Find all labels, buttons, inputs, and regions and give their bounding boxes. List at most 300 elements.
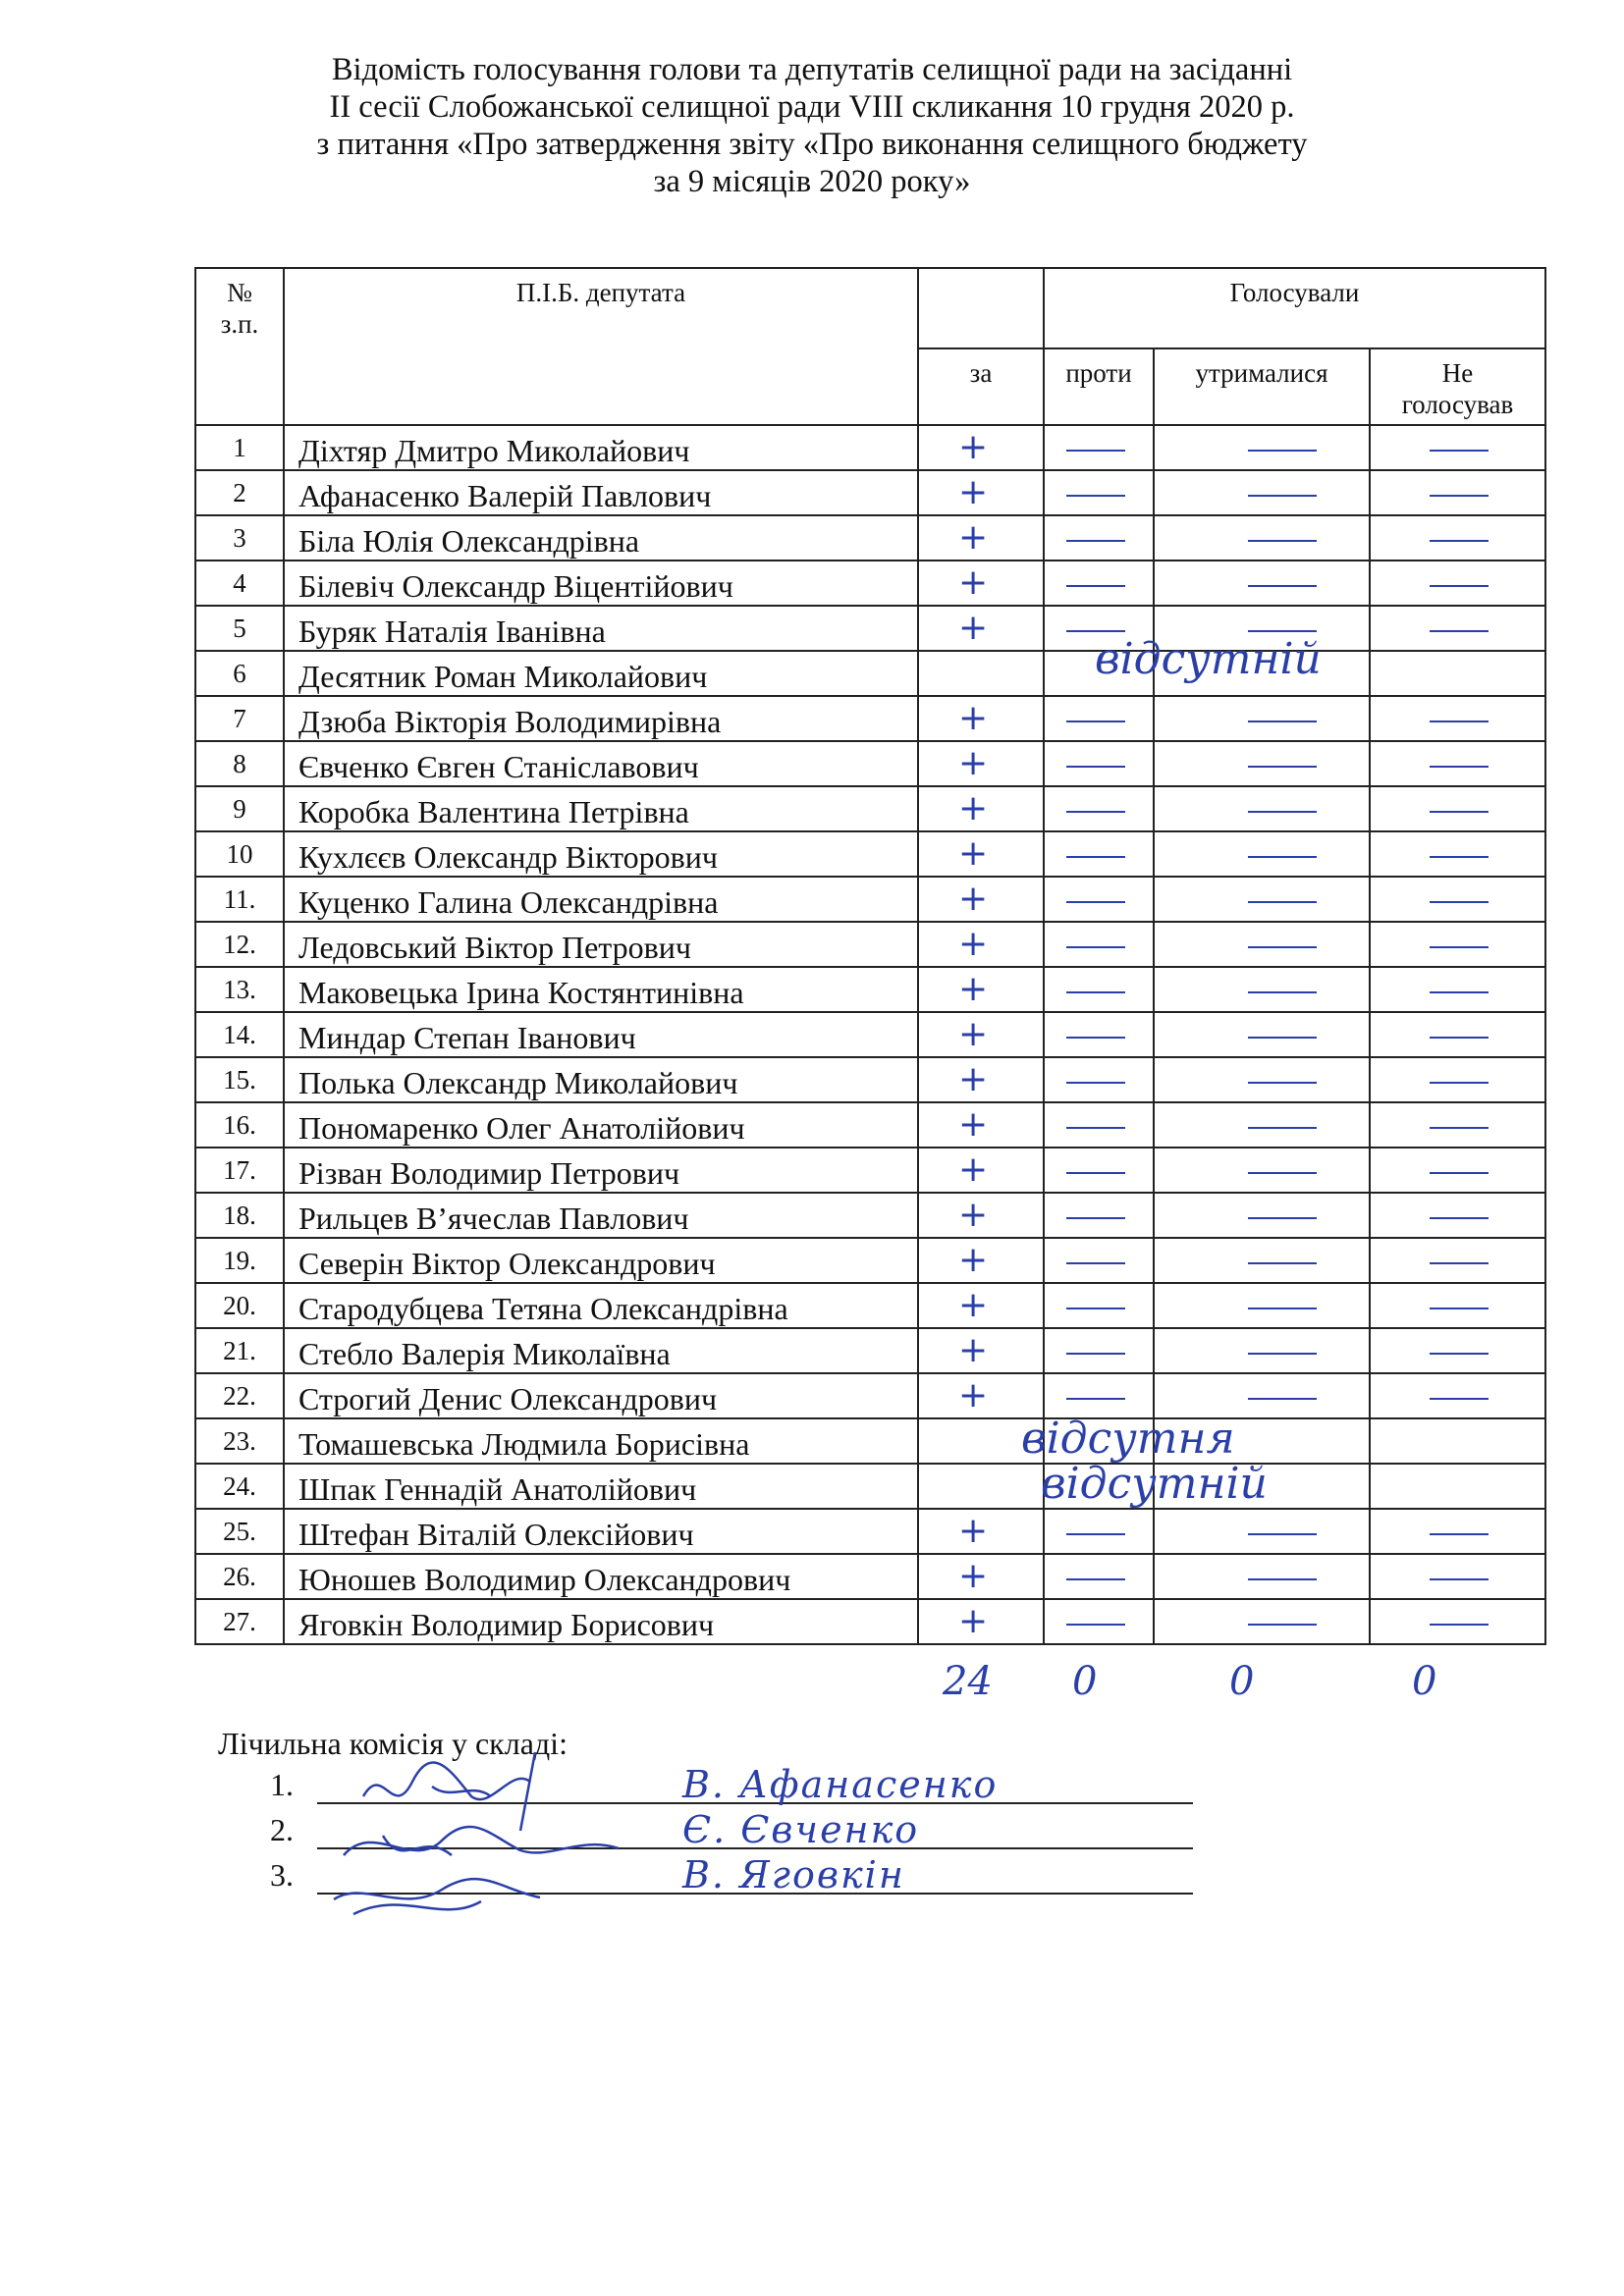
table-row xyxy=(195,1102,1545,1148)
against-cell xyxy=(1044,425,1154,470)
for-mark: + xyxy=(958,1330,989,1370)
dash-mark xyxy=(1066,585,1125,587)
against-cell xyxy=(1044,1012,1154,1057)
title-line-4: за 9 місяців 2020 року» xyxy=(653,164,971,199)
dash-mark xyxy=(1066,1037,1125,1039)
dash-mark xyxy=(1430,540,1489,542)
dash-mark xyxy=(1066,946,1125,948)
dash-mark xyxy=(1248,1398,1317,1400)
dash-mark xyxy=(1248,540,1317,542)
not-voted-cell xyxy=(1370,922,1545,967)
for-cell xyxy=(918,1373,1044,1418)
deputy-name: Куценко Галина Олександрівна xyxy=(284,877,918,922)
for-cell xyxy=(918,1464,1044,1509)
row-number: 17. xyxy=(195,1148,284,1193)
dash-mark xyxy=(1066,1398,1125,1400)
dash-mark xyxy=(1248,1127,1317,1129)
dash-mark xyxy=(1430,585,1489,587)
deputy-name: Северін Віктор Олександрович xyxy=(284,1238,918,1283)
dash-mark xyxy=(1430,1127,1489,1129)
against-cell xyxy=(1044,786,1154,831)
for-cell xyxy=(918,1238,1044,1283)
table-row xyxy=(195,922,1545,967)
total-for: 24 xyxy=(943,1659,993,1704)
table-row xyxy=(195,1328,1545,1373)
dash-mark xyxy=(1248,1217,1317,1219)
for-cell xyxy=(918,1328,1044,1373)
not-voted-cell xyxy=(1370,1148,1545,1193)
dash-mark xyxy=(1248,856,1317,858)
for-mark: + xyxy=(958,1285,989,1325)
against-cell xyxy=(1044,1509,1154,1554)
dash-mark xyxy=(1066,630,1125,632)
deputy-name: Яговкін Володимир Борисович xyxy=(284,1599,918,1644)
table-row xyxy=(195,425,1545,470)
table-row xyxy=(195,1148,1545,1193)
dash-mark xyxy=(1066,1172,1125,1174)
deputy-name: Юношев Володимир Олександрович xyxy=(284,1554,918,1599)
not-voted-cell xyxy=(1370,470,1545,515)
deputy-name: Рильцев В’ячеслав Павлович xyxy=(284,1193,918,1238)
dash-mark xyxy=(1248,1578,1317,1580)
dash-mark xyxy=(1066,1308,1125,1309)
for-mark: + xyxy=(958,1511,989,1551)
for-cell xyxy=(918,651,1044,696)
against-cell xyxy=(1044,470,1154,515)
dash-mark xyxy=(1430,1353,1489,1355)
not-voted-cell xyxy=(1370,1599,1545,1644)
row-number: 2 xyxy=(195,470,284,515)
not-voted-cell xyxy=(1370,1283,1545,1328)
for-cell xyxy=(918,515,1044,561)
signature-scribbles xyxy=(324,1742,697,1929)
against-cell xyxy=(1044,831,1154,877)
row-number: 4 xyxy=(195,561,284,606)
not-voted-cell xyxy=(1370,1193,1545,1238)
for-mark: + xyxy=(958,472,989,512)
not-voted-cell xyxy=(1370,561,1545,606)
row-number: 24. xyxy=(195,1464,284,1509)
dash-mark xyxy=(1248,721,1317,722)
deputy-name: Білевіч Олександр Віцентійович xyxy=(284,561,918,606)
row-number: 16. xyxy=(195,1102,284,1148)
signature-2 xyxy=(344,1827,619,1855)
deputy-name: Різван Володимир Петрович xyxy=(284,1148,918,1193)
member-name: В. Яговкін xyxy=(682,1853,905,1896)
deputy-name: Миндар Степан Іванович xyxy=(284,1012,918,1057)
for-cell xyxy=(918,786,1044,831)
for-mark: + xyxy=(958,879,989,919)
dash-mark xyxy=(1248,946,1317,948)
for-cell xyxy=(918,877,1044,922)
not-voted-cell xyxy=(1370,425,1545,470)
row-number: 18. xyxy=(195,1193,284,1238)
not-voted-cell xyxy=(1370,967,1545,1012)
row-number: 8 xyxy=(195,741,284,786)
table-row xyxy=(195,741,1545,786)
against-cell xyxy=(1044,1283,1154,1328)
dash-mark xyxy=(1430,856,1489,858)
for-cell xyxy=(918,1102,1044,1148)
dash-mark xyxy=(1066,901,1125,903)
deputy-name: Євченко Євген Станіславович xyxy=(284,741,918,786)
dash-mark xyxy=(1066,1533,1125,1535)
row-number: 22. xyxy=(195,1373,284,1418)
abstained-cell xyxy=(1154,1283,1370,1328)
dash-mark xyxy=(1066,1217,1125,1219)
dash-mark xyxy=(1248,1262,1317,1264)
for-mark: + xyxy=(958,562,989,603)
not-voted-cell xyxy=(1370,1373,1545,1418)
row-number: 25. xyxy=(195,1509,284,1554)
signature-1 xyxy=(363,1752,535,1831)
for-cell xyxy=(918,425,1044,470)
not-voted-cell xyxy=(1370,741,1545,786)
for-mark: + xyxy=(958,1149,989,1190)
dash-mark xyxy=(1430,991,1489,993)
against-cell xyxy=(1044,1057,1154,1102)
for-cell xyxy=(918,1012,1044,1057)
deputy-name: Десятник Роман Миколайович xyxy=(284,651,918,696)
against-cell xyxy=(1044,561,1154,606)
dash-mark xyxy=(1248,1624,1317,1626)
abstained-cell xyxy=(1154,741,1370,786)
for-cell xyxy=(918,922,1044,967)
member-name: В. Афанасенко xyxy=(682,1763,999,1806)
for-mark: + xyxy=(958,969,989,1009)
header-for: за xyxy=(918,348,1044,425)
table-row xyxy=(195,696,1545,741)
abstained-cell xyxy=(1154,1193,1370,1238)
table-row xyxy=(195,1057,1545,1102)
for-mark: + xyxy=(958,1601,989,1641)
dash-mark xyxy=(1248,585,1317,587)
for-cell xyxy=(918,1148,1044,1193)
abstained-cell xyxy=(1154,1599,1370,1644)
deputy-name: Кухлєєв Олександр Вікторович xyxy=(284,831,918,877)
header-not-voted: Не голосував xyxy=(1370,348,1545,425)
deputy-name: Строгий Денис Олександрович xyxy=(284,1373,918,1418)
for-cell xyxy=(918,1193,1044,1238)
table-row xyxy=(195,831,1545,877)
row-number: 5 xyxy=(195,606,284,651)
dash-mark xyxy=(1248,991,1317,993)
not-voted-cell xyxy=(1370,606,1545,651)
for-cell xyxy=(918,1283,1044,1328)
against-cell xyxy=(1044,1148,1154,1193)
header-abstained: утрималися xyxy=(1154,348,1370,425)
dash-mark xyxy=(1430,1217,1489,1219)
table-body xyxy=(195,425,1545,1644)
deputy-name: Біла Юлія Олександрівна xyxy=(284,515,918,561)
dash-mark xyxy=(1066,1082,1125,1084)
for-cell xyxy=(918,831,1044,877)
for-cell xyxy=(918,1599,1044,1644)
for-mark: + xyxy=(958,698,989,738)
table-row xyxy=(195,561,1545,606)
dash-mark xyxy=(1248,1172,1317,1174)
row-number: 6 xyxy=(195,651,284,696)
abstained-cell xyxy=(1154,1238,1370,1283)
dash-mark xyxy=(1430,721,1489,722)
table-row xyxy=(195,1193,1545,1238)
dash-mark xyxy=(1430,1578,1489,1580)
dash-mark xyxy=(1066,495,1125,497)
row-number: 12. xyxy=(195,922,284,967)
table-row xyxy=(195,606,1545,651)
abstained-cell xyxy=(1154,967,1370,1012)
member-number: 3. xyxy=(270,1857,294,1893)
row-number: 13. xyxy=(195,967,284,1012)
abstained-cell xyxy=(1154,470,1370,515)
not-voted-cell xyxy=(1370,831,1545,877)
total-against: 0 xyxy=(1072,1659,1098,1704)
title-line-1: Відомість голосування голови та депутатів селищної ради на засіданні xyxy=(331,52,1293,87)
row-number: 27. xyxy=(195,1599,284,1644)
table-row xyxy=(195,515,1545,561)
abstained-cell xyxy=(1154,561,1370,606)
against-cell xyxy=(1044,1599,1154,1644)
abstained-cell xyxy=(1154,1373,1370,1418)
for-mark: + xyxy=(958,1375,989,1415)
for-mark: + xyxy=(958,1104,989,1145)
header-blank xyxy=(918,268,1044,348)
not-voted-cell xyxy=(1370,877,1545,922)
abstained-cell xyxy=(1154,1102,1370,1148)
deputy-name: Буряк Наталія Іванівна xyxy=(284,606,918,651)
table-row xyxy=(195,1554,1545,1599)
absent-note-row-23: відсутня xyxy=(1021,1414,1235,1464)
member-name: Є. Євченко xyxy=(682,1808,920,1851)
row-number: 11. xyxy=(195,877,284,922)
for-mark: + xyxy=(958,608,989,648)
table-row xyxy=(195,1509,1545,1554)
abstained-cell xyxy=(1154,696,1370,741)
row-number: 15. xyxy=(195,1057,284,1102)
dash-mark xyxy=(1430,811,1489,813)
header-name: П.І.Б. депутата xyxy=(284,268,918,425)
not-voted-cell xyxy=(1370,1418,1545,1464)
against-cell xyxy=(1044,515,1154,561)
dash-mark xyxy=(1248,1082,1317,1084)
header-number: № з.п. xyxy=(195,268,284,425)
dash-mark xyxy=(1248,811,1317,813)
dash-mark xyxy=(1430,1308,1489,1309)
dash-mark xyxy=(1066,1624,1125,1626)
row-number: 19. xyxy=(195,1238,284,1283)
total-abstained: 0 xyxy=(1229,1659,1255,1704)
deputy-name: Маковецька Ірина Костянтинівна xyxy=(284,967,918,1012)
row-number: 10 xyxy=(195,831,284,877)
abstained-cell xyxy=(1154,831,1370,877)
deputy-name: Томашевська Людмила Борисівна xyxy=(284,1418,918,1464)
against-cell xyxy=(1044,967,1154,1012)
for-cell xyxy=(918,741,1044,786)
dash-mark xyxy=(1248,495,1317,497)
table-row xyxy=(195,1238,1545,1283)
not-voted-cell xyxy=(1370,1328,1545,1373)
row-number: 23. xyxy=(195,1418,284,1464)
not-voted-cell xyxy=(1370,515,1545,561)
member-number: 1. xyxy=(270,1767,294,1802)
row-number: 1 xyxy=(195,425,284,470)
for-cell xyxy=(918,1509,1044,1554)
not-voted-cell xyxy=(1370,1554,1545,1599)
against-cell xyxy=(1044,741,1154,786)
for-cell xyxy=(918,470,1044,515)
dash-mark xyxy=(1430,630,1489,632)
dash-mark xyxy=(1430,450,1489,452)
abstained-cell xyxy=(1154,1057,1370,1102)
against-cell xyxy=(1044,1554,1154,1599)
dash-mark xyxy=(1066,1127,1125,1129)
abstained-cell xyxy=(1154,877,1370,922)
dash-mark xyxy=(1430,766,1489,768)
total-not-voted: 0 xyxy=(1412,1659,1437,1704)
for-mark: + xyxy=(958,1059,989,1099)
dash-mark xyxy=(1066,1578,1125,1580)
not-voted-cell xyxy=(1370,1509,1545,1554)
for-cell xyxy=(918,1057,1044,1102)
dash-mark xyxy=(1430,1262,1489,1264)
document-title xyxy=(0,51,1624,200)
dash-mark xyxy=(1430,1037,1489,1039)
against-cell xyxy=(1044,1193,1154,1238)
for-mark: + xyxy=(958,427,989,467)
for-cell xyxy=(918,561,1044,606)
dash-mark xyxy=(1248,1308,1317,1309)
abstained-cell xyxy=(1154,922,1370,967)
abstained-cell xyxy=(1154,425,1370,470)
dash-mark xyxy=(1066,811,1125,813)
dash-mark xyxy=(1430,1172,1489,1174)
absent-note-row-6: відсутній xyxy=(1095,634,1322,684)
not-voted-cell xyxy=(1370,1012,1545,1057)
member-number: 2. xyxy=(270,1812,294,1847)
table-row xyxy=(195,651,1545,696)
against-cell xyxy=(1044,877,1154,922)
for-mark: + xyxy=(958,517,989,558)
for-mark: + xyxy=(958,743,989,783)
deputy-name: Коробка Валентина Петрівна xyxy=(284,786,918,831)
table-row xyxy=(195,1373,1545,1418)
abstained-cell xyxy=(1154,515,1370,561)
header-against: проти xyxy=(1044,348,1154,425)
not-voted-cell xyxy=(1370,1464,1545,1509)
table-row xyxy=(195,786,1545,831)
table-row xyxy=(195,1283,1545,1328)
for-mark: + xyxy=(958,788,989,828)
for-cell xyxy=(918,606,1044,651)
against-cell xyxy=(1044,696,1154,741)
not-voted-cell xyxy=(1370,786,1545,831)
against-cell xyxy=(1044,1238,1154,1283)
dash-mark xyxy=(1430,1533,1489,1535)
signature-3 xyxy=(334,1879,540,1914)
deputy-name: Штефан Віталій Олексійович xyxy=(284,1509,918,1554)
deputy-name: Діхтяр Дмитро Миколайович xyxy=(284,425,918,470)
deputy-name: Афанасенко Валерій Павлович xyxy=(284,470,918,515)
for-cell xyxy=(918,967,1044,1012)
dash-mark xyxy=(1248,766,1317,768)
for-mark: + xyxy=(958,1014,989,1054)
dash-mark xyxy=(1066,1262,1125,1264)
not-voted-cell xyxy=(1370,1057,1545,1102)
abstained-cell xyxy=(1154,1509,1370,1554)
for-mark: + xyxy=(958,1195,989,1235)
deputy-name: Полька Олександр Миколайович xyxy=(284,1057,918,1102)
row-number: 3 xyxy=(195,515,284,561)
abstained-cell xyxy=(1154,1148,1370,1193)
dash-mark xyxy=(1430,901,1489,903)
against-cell xyxy=(1044,1373,1154,1418)
abstained-cell xyxy=(1154,1012,1370,1057)
row-number: 26. xyxy=(195,1554,284,1599)
absent-note-row-24: відсутній xyxy=(1041,1459,1268,1509)
dash-mark xyxy=(1430,946,1489,948)
table-row xyxy=(195,1012,1545,1057)
voting-table xyxy=(194,267,1546,1645)
dash-mark xyxy=(1066,450,1125,452)
deputy-name: Дзюба Вікторія Володимирівна xyxy=(284,696,918,741)
row-number: 9 xyxy=(195,786,284,831)
dash-mark xyxy=(1430,1082,1489,1084)
for-mark: + xyxy=(958,924,989,964)
dash-mark xyxy=(1248,1533,1317,1535)
dash-mark xyxy=(1248,901,1317,903)
not-voted-cell xyxy=(1370,1238,1545,1283)
dash-mark xyxy=(1066,540,1125,542)
title-line-2: ІІ сесії Слобожанської селищної ради VIII скликання 10 грудня 2020 р. xyxy=(329,89,1295,125)
table-row xyxy=(195,1464,1545,1509)
dash-mark xyxy=(1248,450,1317,452)
deputy-name: Стебло Валерія Миколаївна xyxy=(284,1328,918,1373)
dash-mark xyxy=(1248,630,1317,632)
dash-mark xyxy=(1066,721,1125,722)
table-row xyxy=(195,470,1545,515)
against-cell xyxy=(1044,1328,1154,1373)
for-mark: + xyxy=(958,1240,989,1280)
table-row xyxy=(195,1599,1545,1644)
dash-mark xyxy=(1066,991,1125,993)
for-mark: + xyxy=(958,1556,989,1596)
title-line-3: з питання «Про затвердження звіту «Про виконання селищного бюджету xyxy=(316,127,1308,162)
row-number: 14. xyxy=(195,1012,284,1057)
abstained-cell xyxy=(1154,786,1370,831)
abstained-cell xyxy=(1154,1554,1370,1599)
commission-label: Лічильна комісія у складі: xyxy=(218,1726,568,1761)
row-number: 7 xyxy=(195,696,284,741)
not-voted-cell xyxy=(1370,1102,1545,1148)
dash-mark xyxy=(1248,1037,1317,1039)
deputy-name: Ледовський Віктор Петрович xyxy=(284,922,918,967)
for-cell xyxy=(918,696,1044,741)
deputy-name: Пономаренко Олег Анатолійович xyxy=(284,1102,918,1148)
row-number: 21. xyxy=(195,1328,284,1373)
for-cell xyxy=(918,1554,1044,1599)
dash-mark xyxy=(1248,1353,1317,1355)
deputy-name: Шпак Геннадій Анатолійович xyxy=(284,1464,918,1509)
row-number: 20. xyxy=(195,1283,284,1328)
dash-mark xyxy=(1430,1624,1489,1626)
header-voted: Голосували xyxy=(1044,268,1545,348)
dash-mark xyxy=(1066,856,1125,858)
deputy-name: Стародубцева Тетяна Олександрівна xyxy=(284,1283,918,1328)
against-cell xyxy=(1044,1102,1154,1148)
table-row xyxy=(195,1418,1545,1464)
dash-mark xyxy=(1066,766,1125,768)
not-voted-cell xyxy=(1370,651,1545,696)
